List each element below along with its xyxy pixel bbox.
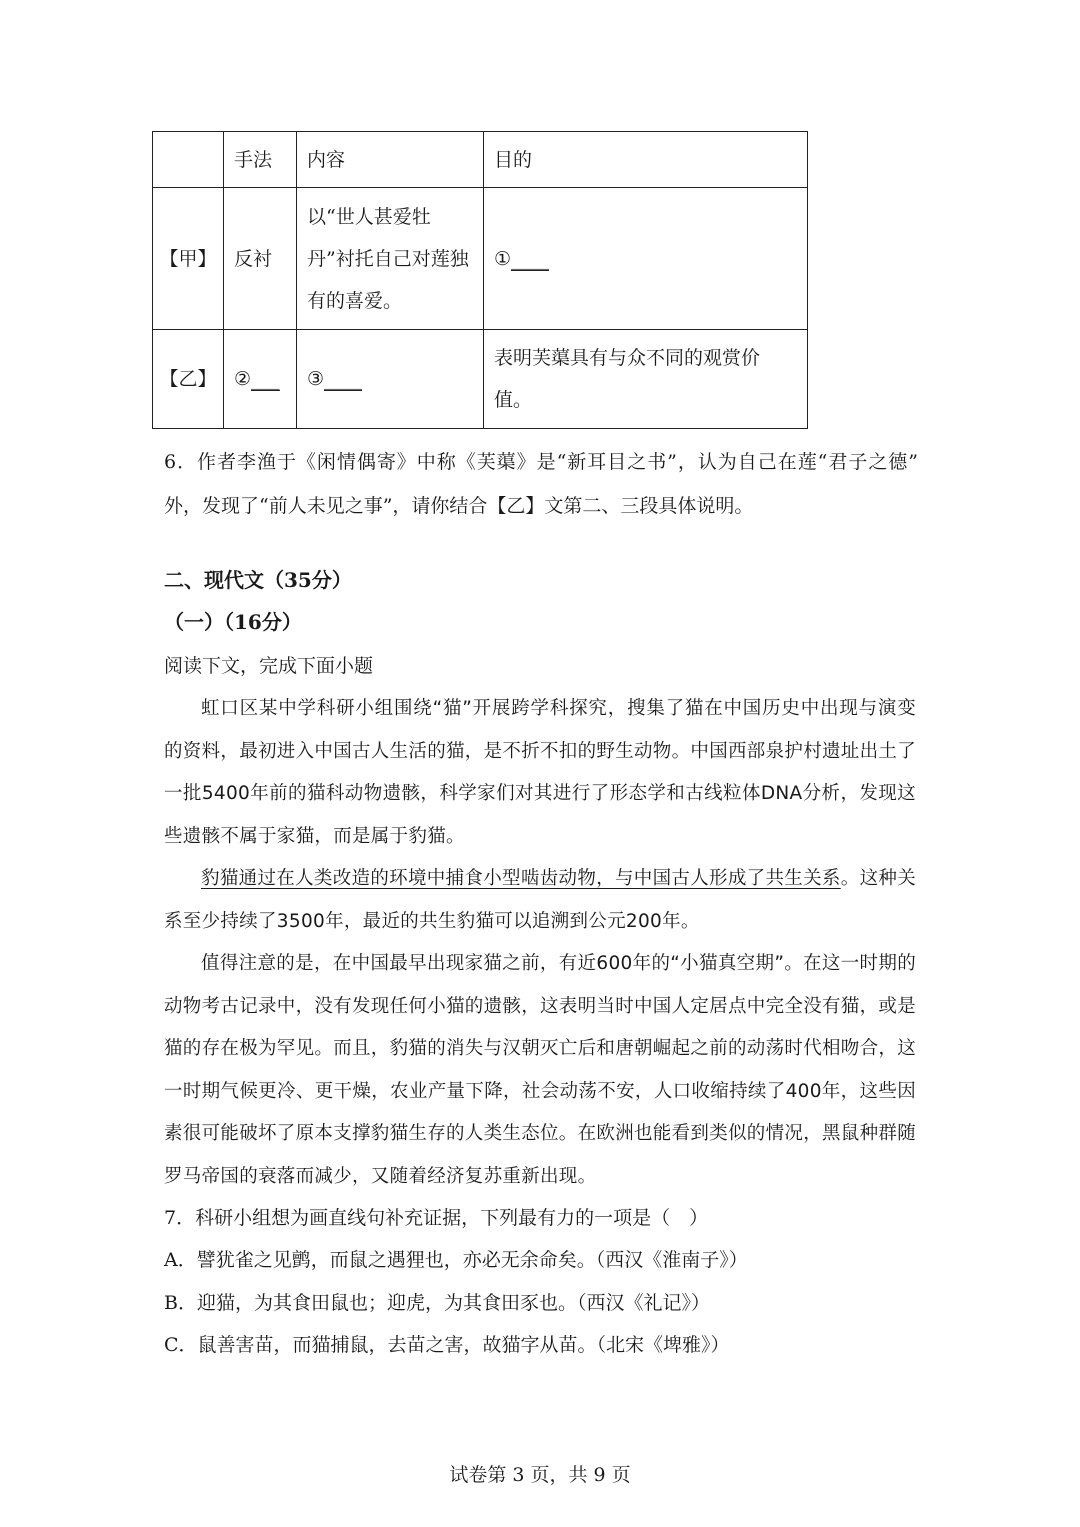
method-cell xyxy=(224,330,297,429)
table-header-row xyxy=(153,132,808,188)
row-label: 【甲】 xyxy=(153,188,224,330)
section-title: 二、现代文（35分） xyxy=(164,568,352,592)
row-label: 【乙】 xyxy=(153,330,224,429)
table-header-cell xyxy=(153,132,224,188)
table-header-cell: 内容 xyxy=(297,132,484,188)
question-6: 6．作者李渔于《闲情偶寄》中称《芙蕖》是“新耳目之书”，认为自己在莲“君子之德” 外，发现了“前人未见之事”，请你结合【乙】文第二、三段具体说明。 xyxy=(164,451,918,517)
option-b[interactable]: B．迎猫，为其食田鼠也；迎虎，为其食田豕也。（西汉《礼记》） xyxy=(164,1292,710,1314)
comparison-table xyxy=(152,131,808,429)
answer-blank[interactable]: ____ xyxy=(324,368,363,390)
question-7: 7．科研小组想为画直线句补充证据，下列最有力的一项是（ ） xyxy=(164,1207,709,1229)
option-c[interactable]: C．鼠善害苗，而猫捕鼠，去苗之害，故猫字从苗。（北宋《埤雅》） xyxy=(164,1334,730,1356)
passage-paragraph xyxy=(164,858,916,943)
underlined-sentence: 豹猫通过在人类改造的环境中捕食小型啮齿动物，与中国古人形成了共生关系 xyxy=(201,868,841,889)
method-cell: 反衬 xyxy=(224,188,297,330)
blank-number: ② xyxy=(234,368,252,390)
table-row xyxy=(153,188,808,330)
content-cell: 以“世人甚爱牡丹”衬托自己对莲独有的喜爱。 xyxy=(297,188,484,330)
table-header-cell: 目的 xyxy=(484,132,808,188)
purpose-cell: 表明芙蕖具有与众不同的观赏价值。 xyxy=(484,330,808,429)
page-footer: 试卷第 3 页，共 9 页 xyxy=(449,1464,631,1486)
blank-number: ① xyxy=(494,247,512,270)
answer-blank[interactable]: ___ xyxy=(251,368,280,390)
answer-blank[interactable]: ____ xyxy=(511,247,550,270)
paragraph-text: 。这种关系至少持续了3500年，最近的共生豹猫可以追溯到公元200年。 xyxy=(164,868,916,932)
content-cell xyxy=(297,330,484,429)
passage-paragraph: 值得注意的是，在中国最早出现家猫之前，有近600年的“小猫真空期”。在这一时期的动物考古记录中，没有发现任何小猫的遗骸，这表明当时中国人定居点中完全没有猫，或是猫的存在极为罕见。而且，豹猫的消失与汉朝灭亡后和唐朝崛起之前的动荡时代相吻合，这一时期气候更冷、更干燥，农业产量下降，社会动荡不安，人口收缩持续了400年，这些因素很可能破坏了原本支撑豹猫生存的人类生态位。在欧洲也能看到类似的情况，黑鼠种群随罗马帝国的衰落而减少，又随着经济复苏重新出现。 xyxy=(164,953,917,1187)
purpose-cell xyxy=(484,188,808,330)
passage-paragraph: 虹口区某中学科研小组围绕“猫”开展跨学科探究，搜集了猫在中国历史中出现与演变的资料，最初进入中国古人生活的猫，是不折不扣的野生动物。中国西部泉护村遗址出土了一批5400年前的猫科动物遗骸，科学家们对其进行了形态学和古线粒体DNA分析，发现这些遗骸不属于家猫，而是属于豹猫。 xyxy=(164,698,917,847)
option-a[interactable]: A．譬犹雀之见鹯，而鼠之遇狸也，亦必无余命矣。（西汉《淮南子》） xyxy=(164,1249,748,1271)
reading-instruction: 阅读下文，完成下面小题 xyxy=(164,655,374,677)
blank-number: ③ xyxy=(307,368,325,390)
subsection-title: （一）（16分） xyxy=(164,610,302,634)
table-header-cell: 手法 xyxy=(224,132,297,188)
table-row xyxy=(153,330,808,429)
